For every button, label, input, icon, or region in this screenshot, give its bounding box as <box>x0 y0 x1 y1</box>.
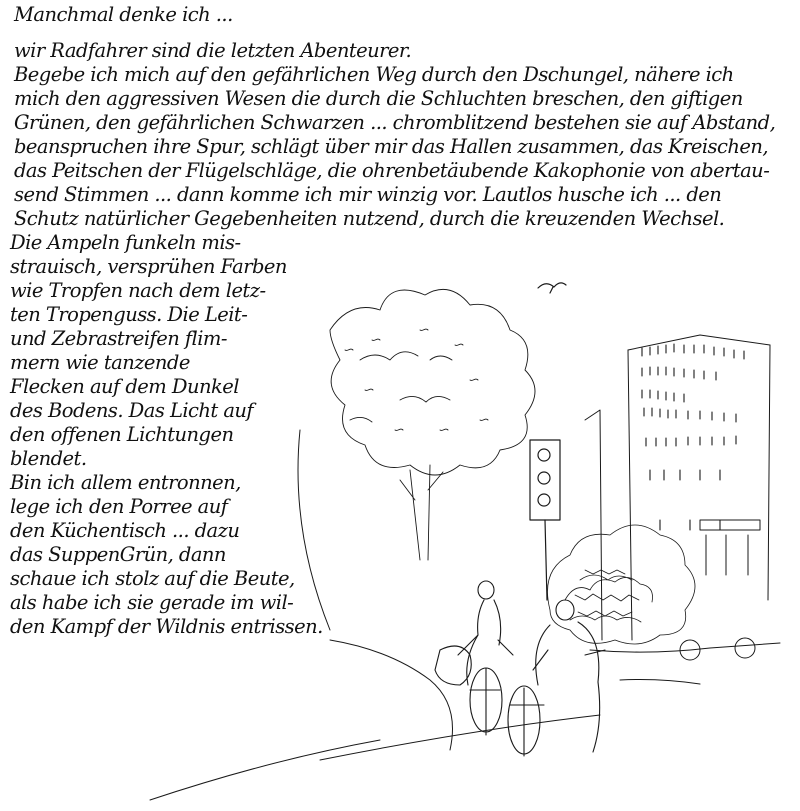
poem-line: schaue ich stolz auf die Beute, <box>10 567 295 590</box>
poem-line: und Zebrastreifen flim- <box>10 327 227 350</box>
poem-line: mern wie tanzende <box>10 351 190 374</box>
poem-line: Grünen, den gefährlichen Schwarzen ... chromblitzend bestehen sie auf Abstand, <box>14 111 776 134</box>
poem-line: lege ich den Porree auf <box>10 495 228 518</box>
poem-line: Flecken auf dem Dunkel <box>10 375 239 398</box>
poem-line: den offenen Lichtungen <box>10 423 234 446</box>
poem-opening-line: Manchmal denke ich ... <box>14 3 233 26</box>
poem-line: den Kampf der Wildnis entrissen. <box>10 615 323 638</box>
poem-line: das SuppenGrün, dann <box>10 543 226 566</box>
poem-line: den Küchentisch ... dazu <box>10 519 240 542</box>
poem-line: Die Ampeln funkeln mis- <box>10 231 241 254</box>
poem-line: mich den aggressiven Wesen die durch die Schluchten breschen, den giftigen <box>14 87 743 110</box>
poem-line: wir Radfahrer sind die letzten Abenteurer. <box>14 39 412 62</box>
poem-line: Begebe ich mich auf den gefährlichen Weg durch den Dschungel, nähere ich <box>14 63 734 86</box>
poem-line: blendet. <box>10 447 87 470</box>
poem-line: ten Tropenguss. Die Leit- <box>10 303 248 326</box>
poem-line: strauisch, versprühen Farben <box>10 255 287 278</box>
poem-line: send Stimmen ... dann komme ich mir winzig vor. Lautlos husche ich ... den <box>14 183 722 206</box>
poem-line: Bin ich allem entronnen, <box>10 471 241 494</box>
poem-line: Schutz natürlicher Gegebenheiten nutzend, durch die kreuzenden Wechsel. <box>14 207 725 230</box>
poem-line: wie Tropfen nach dem letz- <box>10 279 266 302</box>
poem-line: als habe ich sie gerade im wil- <box>10 591 294 614</box>
poem-line: beanspruchen ihre Spur, schlägt über mir das Hallen zusammen, das Kreischen, <box>14 135 769 158</box>
poem-line: das Peitschen der Flügelschläge, die ohrenbetäubende Kakophonie von abertau- <box>14 159 770 182</box>
poem-line: des Bodens. Das Licht auf <box>10 399 254 422</box>
